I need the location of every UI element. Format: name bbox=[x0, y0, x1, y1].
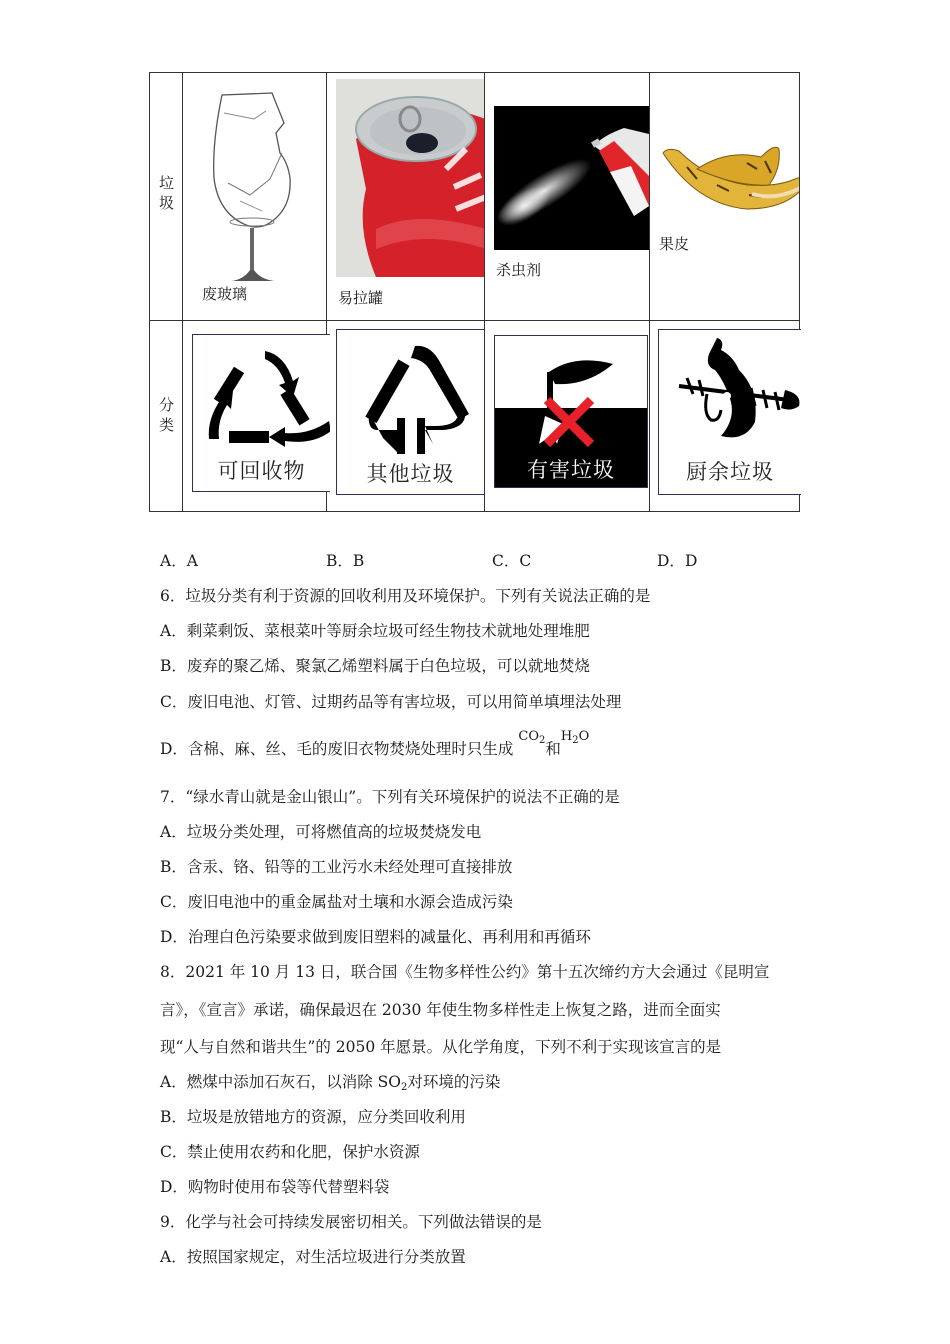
item-cell-insecticide bbox=[486, 73, 649, 319]
formula-co2 bbox=[518, 726, 545, 752]
option-key: B． bbox=[326, 552, 353, 570]
item-caption: 果皮 bbox=[659, 235, 690, 253]
item-caption: 废玻璃 bbox=[202, 285, 248, 303]
row-label-category bbox=[150, 395, 183, 435]
formula-subscript: 2 bbox=[400, 1082, 408, 1093]
item-cell-glass bbox=[184, 73, 326, 319]
option-key: A． bbox=[160, 552, 187, 570]
item-caption: 易拉罐 bbox=[338, 289, 384, 307]
option-text: D．含棉、麻、丝、毛的废旧衣物焚烧处理时只生成 bbox=[160, 740, 514, 758]
q6-stem: 6．垃圾分类有利于资源的回收利用及环境保护。下列有关说法正确的是 bbox=[160, 587, 651, 605]
table-col-divider bbox=[182, 73, 183, 511]
formula-text: H bbox=[560, 729, 573, 744]
q8-option-c[interactable]: C．禁止使用农药和化肥，保护水资源 bbox=[160, 1143, 420, 1161]
row-label-garbage bbox=[150, 173, 183, 213]
q7-option-d[interactable]: D．治理白色污染要求做到废旧塑料的减量化、再利用和再循环 bbox=[160, 928, 591, 946]
table-row-divider bbox=[150, 320, 799, 321]
sign-recyclable bbox=[192, 334, 330, 492]
option-text: C bbox=[519, 552, 532, 570]
sign-hazardous bbox=[494, 335, 648, 488]
q5-option-d[interactable] bbox=[657, 550, 697, 572]
hazardous-icon bbox=[495, 346, 648, 456]
recycle-icon bbox=[193, 341, 330, 451]
sign-other-waste bbox=[336, 329, 484, 495]
q5-option-a[interactable] bbox=[160, 550, 198, 572]
item-cell-can bbox=[328, 73, 484, 319]
q5-option-b[interactable] bbox=[326, 550, 364, 572]
insecticide-spray-image bbox=[494, 106, 649, 250]
waste-classification-table bbox=[149, 72, 800, 512]
q8-stem-line-1: 8．2021 年 10 月 13 日，联合国《生物多样性公约》第十五次缔约方大会通过《昆明宣 bbox=[160, 963, 770, 981]
option-key: C． bbox=[492, 552, 520, 570]
q8-option-b[interactable]: B．垃圾是放错地方的资源，应分类回收利用 bbox=[160, 1108, 466, 1126]
formula-h2o bbox=[561, 726, 589, 752]
formula-subscript: 2 bbox=[572, 735, 579, 746]
option-text: 和 bbox=[545, 740, 561, 758]
crushed-soda-can-image bbox=[336, 79, 484, 277]
row-label-char: 垃 bbox=[158, 174, 174, 192]
banana-peel-image bbox=[657, 139, 799, 219]
sign-label: 其他垃圾 bbox=[366, 462, 455, 486]
sign-label: 厨余垃圾 bbox=[686, 460, 774, 484]
option-text: A bbox=[186, 552, 198, 570]
q8-stem-line-2: 言》，《宣言》承诺，确保最迟在 2030 年使生物多样性走上恢复之路，进而全面实 bbox=[160, 1001, 721, 1019]
formula-text: CO bbox=[518, 729, 539, 744]
q7-option-b[interactable]: B．含汞、铬、铅等的工业污水未经处理可直接排放 bbox=[160, 858, 513, 876]
row-label-char: 圾 bbox=[158, 194, 174, 212]
q9-option-a[interactable]: A．按照国家规定，对生活垃圾进行分类放置 bbox=[160, 1248, 466, 1266]
item-caption: 杀虫剂 bbox=[496, 261, 542, 279]
q7-option-a[interactable]: A．垃圾分类处理，可将燃值高的垃圾焚烧发电 bbox=[160, 823, 482, 841]
q9-stem: 9．化学与社会可持续发展密切相关。下列做法错误的是 bbox=[160, 1213, 542, 1231]
option-text: D bbox=[684, 552, 698, 570]
table-col-divider bbox=[649, 73, 650, 511]
table-col-divider bbox=[484, 73, 485, 511]
formula-subscript: 2 bbox=[538, 735, 546, 746]
row-label-char: 分 bbox=[158, 396, 174, 414]
sign-food-waste bbox=[658, 329, 801, 495]
food-waste-icon bbox=[659, 330, 801, 450]
q6-option-b[interactable]: B．废弃的聚乙烯、聚氯乙烯塑料属于白色垃圾，可以就地焚烧 bbox=[160, 657, 590, 675]
q7-option-c[interactable]: C．废旧电池中的重金属盐对土壤和水源会造成污染 bbox=[160, 893, 513, 911]
q6-option-c[interactable]: C．废旧电池、灯管、过期药品等有害垃圾，可以用简单填埋法处理 bbox=[160, 693, 622, 711]
broken-wine-glass-image bbox=[184, 83, 326, 293]
option-text: B bbox=[352, 552, 365, 570]
q6-option-d[interactable] bbox=[160, 729, 590, 766]
q5-option-c[interactable] bbox=[492, 550, 531, 572]
q8-stem-line-3: 现“人与自然和谐共生”的 2050 年愿景。从化学角度，下列不利于实现该宣言的是 bbox=[160, 1038, 722, 1056]
sign-label: 有害垃圾 bbox=[527, 458, 615, 482]
option-key: D． bbox=[657, 552, 685, 570]
q8-option-d[interactable]: D．购物时使用布袋等代替塑料袋 bbox=[160, 1178, 390, 1196]
option-text: A．燃煤中添加石灰石，以消除 SO bbox=[160, 1073, 401, 1091]
row-label-char: 类 bbox=[158, 416, 174, 434]
option-text: 对环境的污染 bbox=[407, 1073, 501, 1091]
q8-option-a[interactable] bbox=[160, 1071, 500, 1099]
formula-text: O bbox=[578, 729, 590, 744]
q7-stem: 7．“绿水青山就是金山银山”。下列有关环境保护的说法不正确的是 bbox=[160, 788, 620, 806]
item-cell-peel bbox=[651, 73, 799, 319]
other-waste-icon bbox=[337, 334, 484, 454]
q6-option-a[interactable]: A．剩菜剩饭、菜根菜叶等厨余垃圾可经生物技术就地处理堆肥 bbox=[160, 622, 590, 640]
sign-label: 可回收物 bbox=[217, 459, 306, 483]
